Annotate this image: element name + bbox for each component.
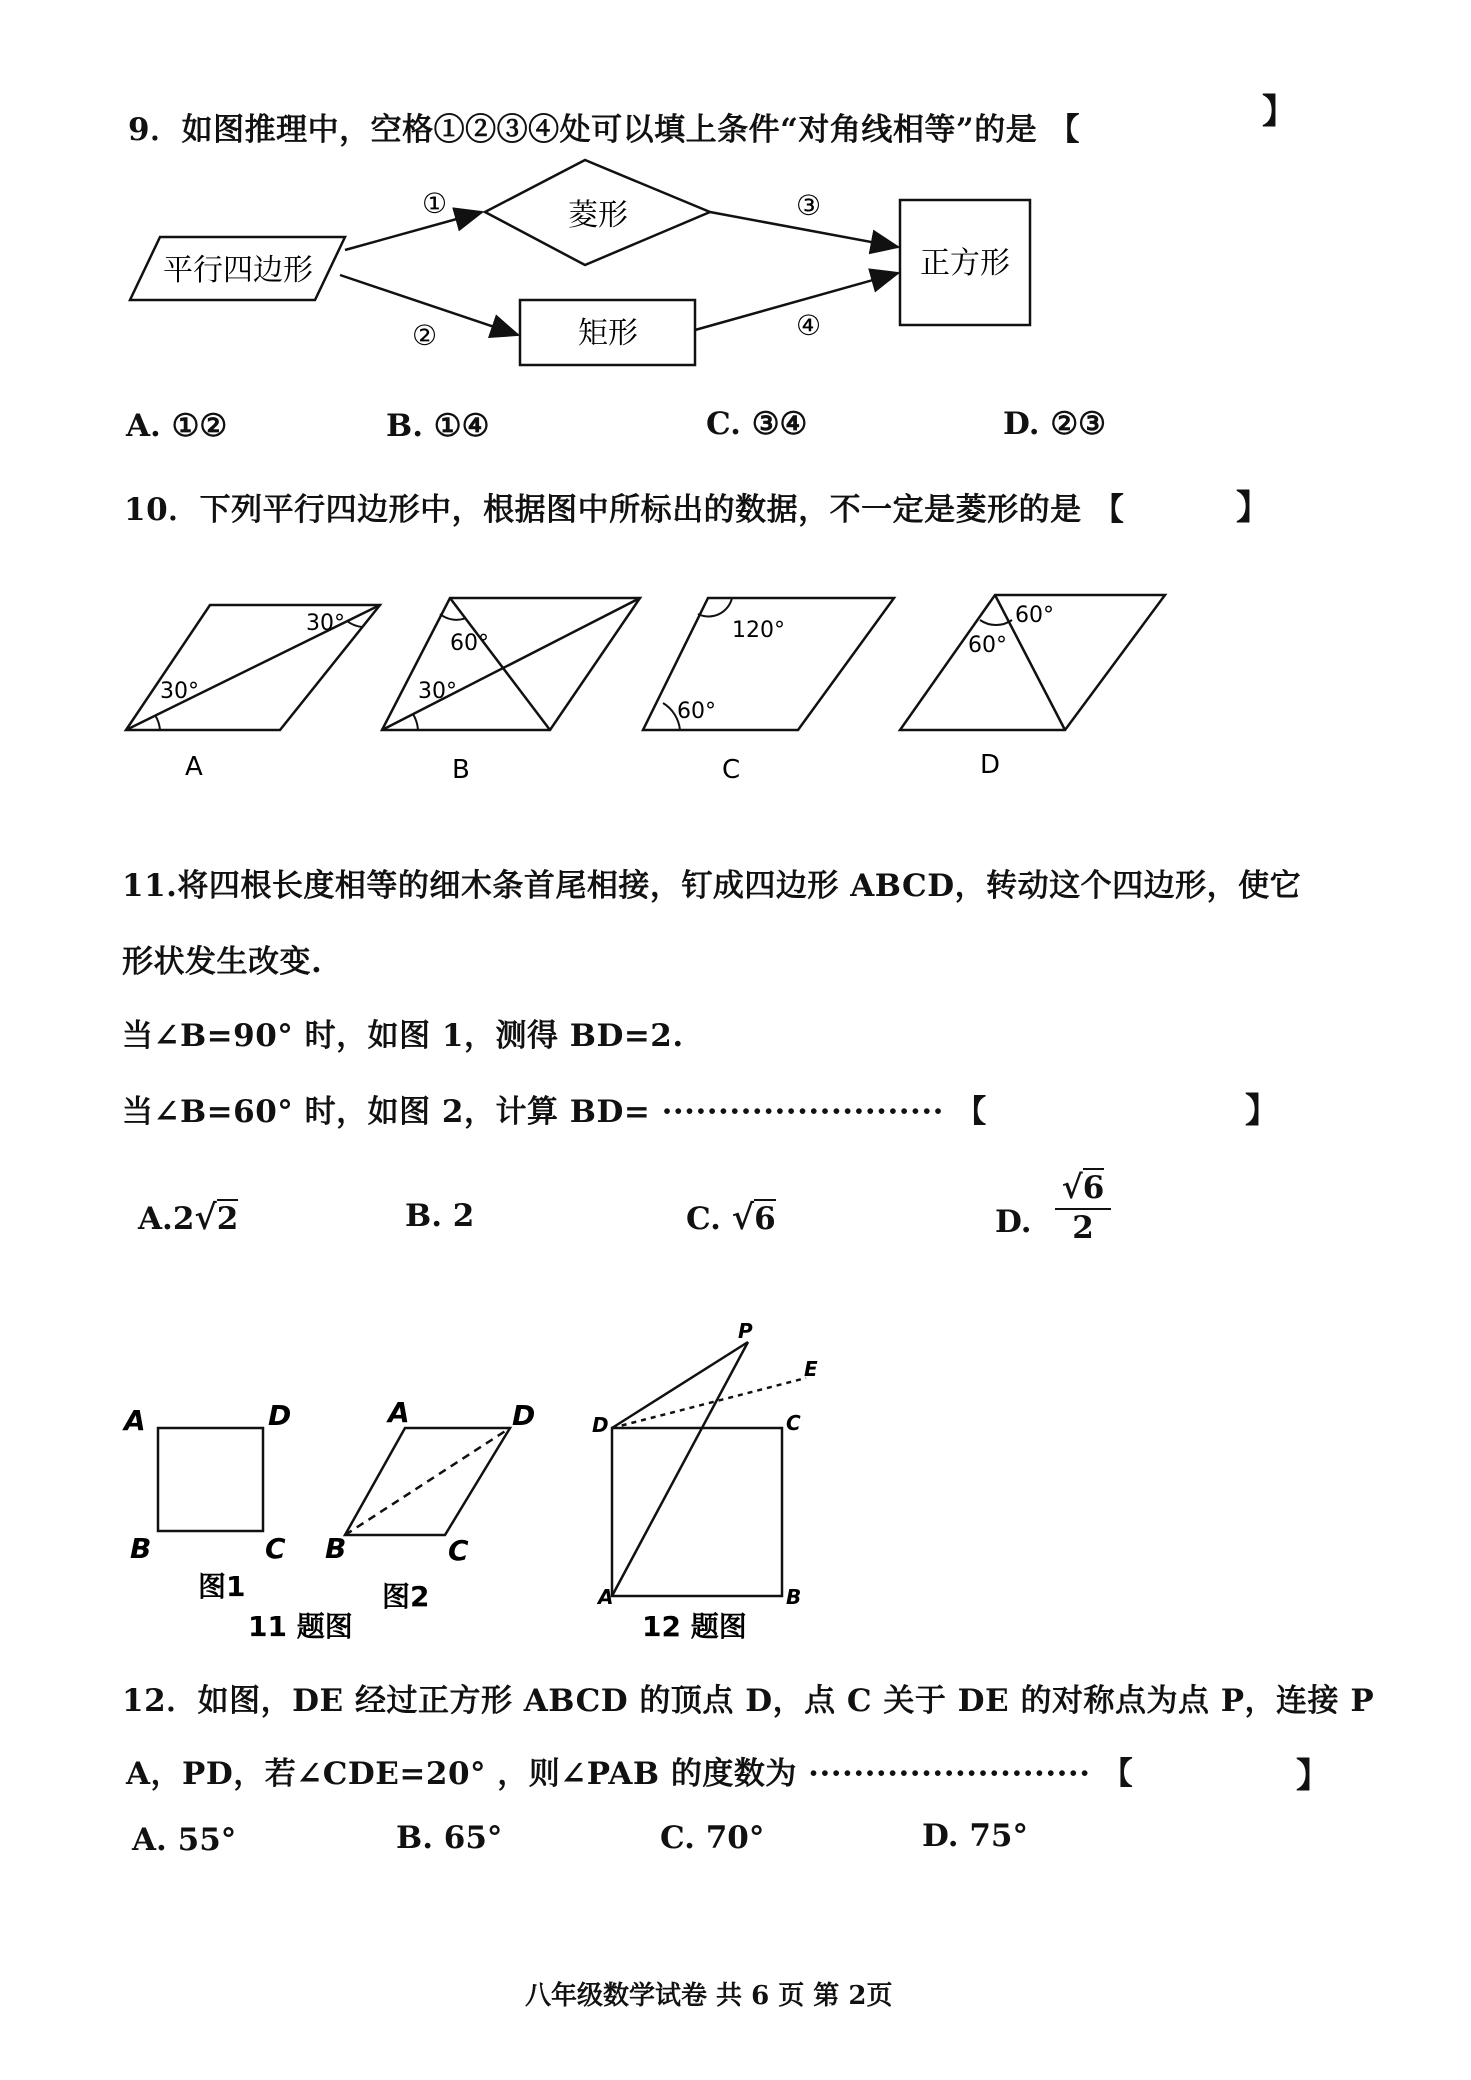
fig2-label-c: C <box>448 1534 469 1567</box>
q11-option-a-radicand: 2 <box>216 1201 239 1237</box>
q11-stem-line1: 11.将四根长度相等的细木条首尾相接，钉成四边形 ABCD，转动这个四边形，使它 <box>122 868 1302 904</box>
fig12-label-a: A <box>598 1585 614 1609</box>
q10c-angle-bottom: 60° <box>677 699 716 724</box>
marker-2: ② <box>412 319 438 352</box>
fig12-label-b: B <box>786 1585 802 1609</box>
square-label: 正方形 <box>920 246 1010 281</box>
q10d-angle-left: 60° <box>968 633 1007 658</box>
rectangle-label: 矩形 <box>578 316 638 351</box>
q10c-label: C <box>722 755 741 785</box>
fig1-label-b: B <box>130 1532 152 1565</box>
q11-condition-1: 当∠B=90° 时，如图 1，测得 BD=2. <box>122 1018 684 1054</box>
q10-figure-a <box>126 605 380 782</box>
q10c-angle-top: 120° <box>732 618 785 643</box>
q12-option-d: D. 75° <box>922 1818 1029 1854</box>
fig1-label-a: A <box>124 1404 146 1437</box>
q10a-angle-top: 30° <box>306 611 345 636</box>
q11-figure-2 <box>325 1396 535 1613</box>
q11-condition-2: 当∠B=60° 时，如图 2，计算 BD= ························· 【 <box>122 1094 987 1130</box>
q10-stem: 10．下列平行四边形中，根据图中所标出的数据，不一定是菱形的是 【 <box>124 492 1125 528</box>
q9-option-b: B. ①④ <box>386 408 490 444</box>
q9-option-a: A. ①② <box>126 408 228 444</box>
rhombus-label: 菱形 <box>568 198 628 233</box>
q11-bracket-close: 】 <box>1245 1091 1280 1131</box>
q11-stem-line2: 形状发生改变. <box>122 944 323 980</box>
fig2-label-b: B <box>325 1532 347 1565</box>
q11-figure-1 <box>122 1399 291 1603</box>
q10d-angle-right: 60° <box>1015 603 1054 628</box>
q11-figure-caption: 11 题图 <box>248 1610 353 1643</box>
q10a-label: A <box>185 752 203 782</box>
q12-option-b: B. 65° <box>396 1820 503 1856</box>
q10-figure-d <box>900 595 1165 780</box>
q12-option-c: C. 70° <box>660 1820 765 1856</box>
q11-option-c: C. √6 <box>686 1198 776 1238</box>
q11-option-d-fraction: √6 2 <box>1055 1168 1111 1246</box>
q10a-angle-bottom: 30° <box>160 679 199 704</box>
q11-option-d-prefix: D. <box>995 1204 1032 1240</box>
q9-stem: 9．如图推理中，空格①②③④处可以填上条件“对角线相等”的是 【 <box>128 112 1081 148</box>
marker-3: ③ <box>796 189 822 222</box>
q10b-angle-bottom: 30° <box>418 679 457 704</box>
q11-option-a: A.2√2 <box>138 1198 239 1238</box>
q11-option-d-denominator: 2 <box>1072 1210 1094 1246</box>
q12-stem-line1: 12．如图，DE 经过正方形 ABCD 的顶点 D，点 C 关于 DE 的对称点为点 P，连接 P <box>122 1683 1375 1719</box>
fig1-label-d: D <box>268 1399 292 1432</box>
q10-bracket-close: 】 <box>1236 488 1271 528</box>
fig12-label-p: P <box>738 1319 753 1343</box>
fig2-label-d: D <box>512 1399 536 1432</box>
q9-bracket-close: 】 <box>1262 92 1297 132</box>
q11-option-c-radicand: 6 <box>754 1201 776 1237</box>
q12-option-a: A. 55° <box>132 1822 237 1858</box>
q9-option-c: C. ③④ <box>706 406 808 442</box>
marker-4: ④ <box>796 309 822 342</box>
q11-option-b: B. 2 <box>405 1198 475 1234</box>
q10-figure-c <box>643 598 894 785</box>
q12-figure-caption: 12 题图 <box>642 1610 747 1643</box>
fig2-label-a: A <box>388 1396 410 1429</box>
page-footer: 八年级数学试卷 共 6 页 第 2页 <box>525 1981 893 2011</box>
fig1-label-c: C <box>265 1532 286 1565</box>
fig2-caption: 图2 <box>382 1580 430 1613</box>
q9-option-d: D. ②③ <box>1003 406 1106 442</box>
q10b-angle-top: 60° <box>450 631 489 656</box>
q11-option-c-prefix: C. <box>686 1201 721 1237</box>
marker-1: ① <box>422 187 448 220</box>
parallelogram-label: 平行四边形 <box>163 253 313 288</box>
q10-figures <box>110 570 1190 800</box>
q11-option-a-prefix: A.2 <box>138 1201 195 1237</box>
q12-figure <box>592 1319 818 1643</box>
fig12-label-e: E <box>804 1357 818 1381</box>
q10b-label: B <box>452 755 470 785</box>
q11-option-d-numerator: 6 <box>1082 1170 1105 1206</box>
q11-q12-figures <box>110 1290 830 1670</box>
fig12-label-c: C <box>786 1411 801 1435</box>
q10d-label: D <box>980 750 1001 780</box>
q12-stem-line2: A，PD，若∠CDE=20° ，则∠PAB 的度数为 ························· 【 <box>126 1756 1134 1792</box>
q9-flow-diagram <box>120 155 1060 385</box>
fig1-caption: 图1 <box>198 1570 246 1603</box>
q10-figure-b <box>382 598 640 785</box>
q12-bracket-close: 】 <box>1296 1756 1331 1796</box>
fig12-label-d: D <box>592 1413 609 1437</box>
